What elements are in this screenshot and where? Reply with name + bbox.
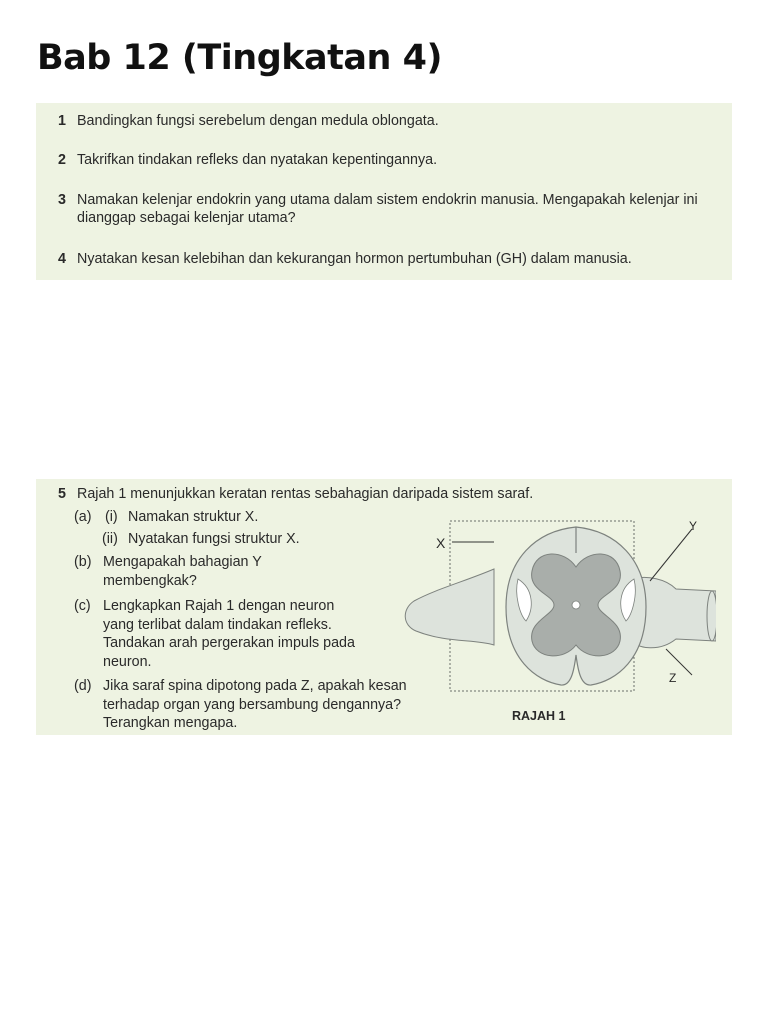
- part-a-ii-label: (ii): [102, 531, 118, 547]
- question-number: 1: [58, 113, 66, 129]
- spinal-cord-diagram: [376, 509, 716, 729]
- part-c-text: Lengkapkan Rajah 1 dengan neuron yang terlibat dalam tindakan refleks. Tandakan arah pergerakan impuls pada neuron.: [103, 598, 355, 670]
- question-1: [58, 112, 728, 130]
- question-text: Namakan kelenjar endokrin yang utama dalam sistem endokrin manusia. Mengapakah kelenjar ini dianggap sebagai kelenjar utama?: [77, 192, 698, 226]
- question-5-stem: [58, 485, 718, 503]
- central-canal: [572, 601, 580, 609]
- part-d-label: (d): [74, 678, 92, 694]
- figure-caption: RAJAH 1: [512, 709, 566, 723]
- question-number: 5: [58, 486, 66, 502]
- question-4: [58, 250, 732, 268]
- question-text: Takrifkan tindakan refleks dan nyatakan kepentingannya.: [77, 152, 438, 168]
- page-title: Bab 12 (Tingkatan 4): [37, 38, 442, 78]
- part-a-label: (a): [74, 509, 92, 525]
- label-z: Z: [669, 671, 677, 685]
- part-c-label: (c): [74, 598, 91, 614]
- question-2: [58, 151, 728, 169]
- question-number: 3: [58, 192, 66, 208]
- question-number: 4: [58, 251, 66, 267]
- part-a-i-label: (i): [105, 509, 118, 525]
- question-5-panel: [36, 479, 732, 735]
- label-x: X: [436, 535, 446, 551]
- part-a-ii-text: Nyatakan fungsi struktur X.: [128, 531, 300, 547]
- questions-panel-top: [36, 103, 732, 280]
- question-text: Bandingkan fungsi serebelum dengan medula oblongata.: [77, 113, 439, 129]
- part-b-label: (b): [74, 554, 92, 570]
- question-text: Rajah 1 menunjukkan keratan rentas sebahagian daripada sistem saraf.: [77, 486, 534, 502]
- label-y-leader: [650, 529, 692, 581]
- question-3: [58, 191, 728, 227]
- part-b-text: Mengapakah bahagian Y membengkak?: [103, 554, 262, 589]
- question-number: 2: [58, 152, 66, 168]
- part-d-text: Jika saraf spina dipotong pada Z, apakah kesan terhadap organ yang bersambung dengannya? Terangkan mengapa.: [103, 678, 407, 731]
- label-y: Y: [689, 519, 698, 533]
- part-a-i-text: Namakan struktur X.: [128, 509, 259, 525]
- question-text: Nyatakan kesan kelebihan dan kekurangan hormon pertumbuhan (GH) dalam manusia.: [77, 251, 632, 267]
- nerve-cut-end: [707, 591, 716, 641]
